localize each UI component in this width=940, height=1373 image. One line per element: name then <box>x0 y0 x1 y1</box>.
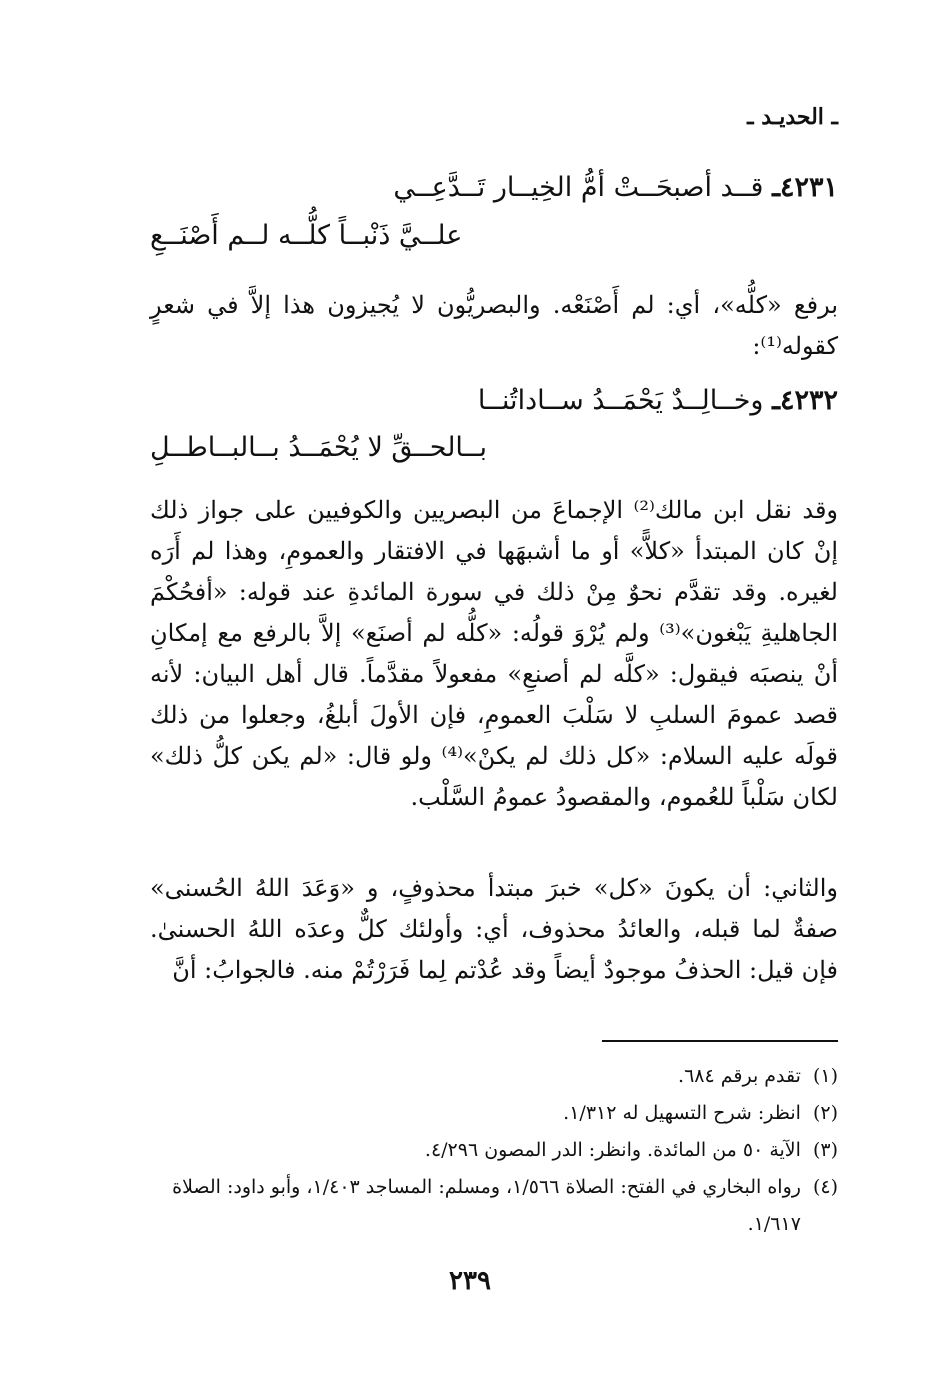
paragraph-text: وقد نقل ابن مالك⁽²⁾ الإجماعَ من البصريين والكوفيين على جواز ذلك إنْ كان المبتدأ «كلاًّ» أو ما أشبهَها في الافتقار والعمومِ، وهذا لم أَرَه لغيره. وقد تقدَّم نحوٌ مِنْ ذلك في سورة المائدةِ عند قوله: «أفحُكْمَ الجاهليةِ يَبْغون»⁽³⁾ ولم يُرْوَ قولُه: «كلُّه لم أصنَع» إلاَّ بالرفع مع إمكانِ أنْ ينصبَه فيقول: «كلَّه لم أصنعِ» مفعولاً مقدَّماً. قال أهل البيان: لأنه قصد عمومَ السلبِ لا سَلْبَ العمومِ، فإن الأولَ أبلغُ، وجعلوا من ذلك قولَه عليه السلام: «كل ذلك لم يكنْ»⁽⁴⁾ ولو قال: «لم يكن كلُّ ذلك» لكان سَلْباً للعُموم، والمقصودُ عمومُ السَّلْب. <box>150 496 839 811</box>
footnote-number: (٤) <box>812 1176 838 1198</box>
footnote-text: تقدم برقم ٦٨٤. <box>678 1065 801 1087</box>
verse-4232-first-line <box>150 385 838 417</box>
verse-hemistich: وخــالِــدٌ يَحْمَــدُ ســاداتُنــا <box>477 385 764 416</box>
paragraph <box>150 868 838 991</box>
footnote-text: انظر: شرح التسهيل له ١/٣١٢. <box>563 1102 801 1124</box>
paragraph <box>150 490 838 818</box>
footnote-separator <box>602 1040 838 1042</box>
running-head: ـ الحديـد ـ <box>747 104 838 130</box>
footnote <box>150 1169 838 1243</box>
paragraph <box>150 285 838 367</box>
footnote <box>150 1095 838 1132</box>
verse-number: ٤٢٣١ـ <box>772 172 838 203</box>
footnote-number: (١) <box>812 1065 838 1087</box>
verse-4231-second-line <box>150 220 838 252</box>
verse-4232-second-line <box>150 432 838 464</box>
verse-hemistich: بــالحــقِّ لا يُحْمَــدُ بــالبــاطــلِ <box>150 432 487 463</box>
footnote <box>150 1132 838 1169</box>
paragraph-text: برفع «كلُّه»، أي: لم أَصْنَعْه. والبصريُّون لا يُجيزون هذا إلاَّ في شعرٍ كقوله⁽¹⁾: <box>150 291 838 360</box>
footnote-text: الآية ٥٠ من المائدة. وانظر: الدر المصون ٤/٢٩٦. <box>424 1139 801 1161</box>
footnote-number: (٢) <box>812 1102 838 1124</box>
verse-number: ٤٢٣٢ـ <box>772 385 838 416</box>
verse-4231-first-line <box>150 172 838 204</box>
footnote-number: (٣) <box>812 1139 838 1161</box>
verse-hemistich: علــيَّ ذَنْبــاً كلُّــه لــم أَصْنَــعِ <box>150 220 463 251</box>
paragraph-text: والثاني: أن يكونَ «كل» خبرَ مبتدأ محذوفٍ، و «وَعَدَ اللهُ الحُسنى» صفةٌ لما قبله، والعائدُ محذوف، أي: وأولئك كلٌّ وعدَه اللهُ الحسنىٰ. فإن قيل: الحذفُ موجودٌ أيضاً وقد عُدْتم لِما فَرَرْتُمْ منه. فالجوابُ: أنَّ <box>150 874 838 984</box>
page-number: ٢٣٩ <box>449 1266 491 1296</box>
footnote-text: رواه البخاري في الفتح: الصلاة ١/٥٦٦، ومسلم: المساجد ١/٤٠٣، وأبو داود: الصلاة ١/٦١٧. <box>172 1176 801 1235</box>
footnotes <box>150 1058 838 1243</box>
verse-hemistich: قــد أصبحَــتْ أمُّ الخِيــار تَــدَّعِــي <box>393 172 764 203</box>
footnote <box>150 1058 838 1095</box>
